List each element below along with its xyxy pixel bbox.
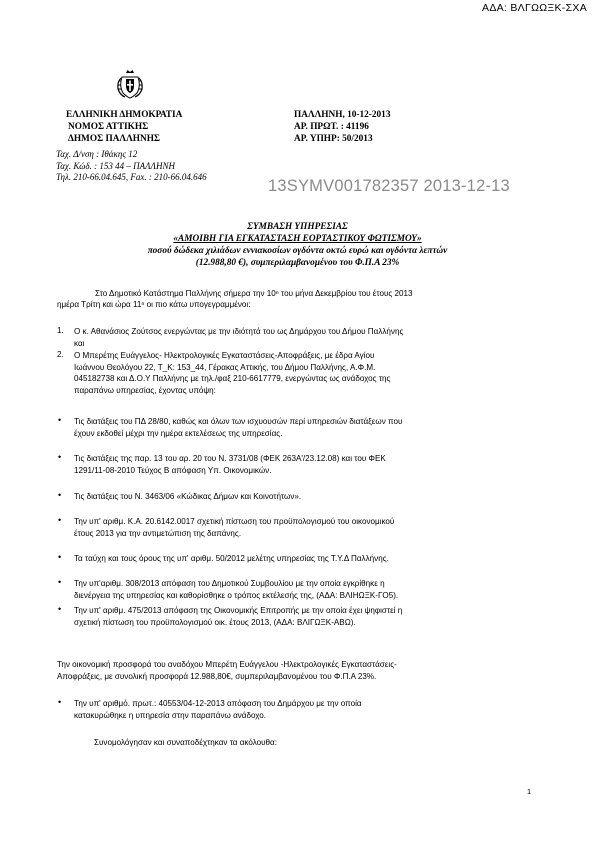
consideration-line: σχετική πίστωση του προϋπολογισμού οικ. έτους 2013, (ΑΔΑ: ΒΛΙΓΩΞΚ-ΑΒΩ).: [74, 617, 356, 627]
header-protocol-number: ΑΡ. ΠΡΩΤ. : 41196: [294, 122, 369, 132]
diavgeia-stamp: 13SYMV001782357 2013-12-13: [268, 177, 510, 195]
consideration-line: έχουν εκδοθεί μέχρι την ημέρα εκτελέσεως της υπηρεσίας.: [74, 428, 283, 438]
award-decision-line: Την υπ' αριθμό. πρωτ.: 40553/04-12-2013 απόφαση του Δημάρχου με την οποία: [74, 699, 362, 708]
offer-line: Την οικονομική προσφορά του αναδόχου Μπερέτη Ευάγγελου -Ηλεκτρολογικές Εγκαταστάσεις-: [57, 660, 397, 669]
list-number-1: 1.: [57, 326, 64, 335]
party-1-line: Ο κ. Αθανάσιος Ζούτσος ενεργώντας με την ιδιότητά του ως Δημάρχου του Δήμου Παλλήνης: [74, 327, 404, 336]
address-postal: Ταχ. Κώδ. : 153 44 – ΠΑΛΛΗΝΗ: [56, 160, 175, 171]
consideration-line: έτους 2013 για την αντιμετώπιση της δαπάνης.: [74, 528, 242, 538]
header-municipality: ΔΗΜΟΣ ΠΑΛΛΗΝΗΣ: [68, 134, 160, 144]
party-2-line: 045182738 και Δ.Ο.Υ Παλλήνης με τηλ./φαξ 210-6617779, ενεργώντας ως ανάδοχος της: [74, 374, 391, 383]
agreed-statement: Συνομολόγησαν και συναποδέχτηκαν τα ακόλουθα:: [94, 738, 277, 747]
consideration-line: Τα ταύχη και τους όρους της υπ' αριθμ. 50/2012 μελέτης υπηρεσίας της Τ.Υ.Δ Παλλήνης.: [74, 554, 389, 563]
contract-amount-figures: (12.988,80 €), συμπεριλαμβανομένου του Φ.Π.Α 23%: [195, 258, 400, 268]
consideration-line: 1291/11-08-2010 Τεύχος Β απόφαση Υπ. Οικονομικών.: [74, 465, 272, 475]
award-decision-line: κατακυρώθηκε η υπηρεσία στην παραπάνω ανάδοχο.: [74, 710, 267, 720]
bullet-icon: •: [58, 415, 62, 425]
intro-line-2: ημέρα Τρίτη και ώρα 11ⁿ οι πιο κάτω υπογεγραμμένοι:: [57, 300, 251, 309]
address-street: Ταχ. Δ/νση : Ιθάκης 12: [56, 149, 138, 159]
consideration-line: διενέργεια της υπηρεσίας και καθορίσθηκε ο τρόπος εκτέλεσής της, (ΑΔΑ: ΒΛΙΗΩΞΚ-ΓΟ5).: [74, 590, 399, 600]
intro-line-1: Στο Δημοτικό Κατάστημα Παλλήνης σήμερα την 10ⁿ του μήνα Δεκεμβρίου του έτους 2013: [95, 289, 413, 298]
bullet-icon: •: [58, 577, 62, 587]
header-service-number: ΑΡ. ΥΠΗΡ: 50/2013: [294, 134, 373, 144]
bullet-icon: •: [58, 604, 62, 614]
ada-code: ΑΔΑ: ΒΛΓΩΩΞΚ-ΣΧΑ: [482, 2, 587, 14]
list-number-2: 2.: [57, 350, 64, 359]
consideration-line: Τις διατάξεις του ΠΔ 28/80, καθώς και όλων των ισχυουσών περί υπηρεσιών διατάξεων που: [74, 417, 403, 426]
bullet-icon: •: [58, 452, 62, 462]
consideration-line: Την υπ' αριθμ. 475/2013 απόφαση της Οικονομικής Επιτροπής με την οποία έχει ψηφιστεί η: [74, 606, 403, 615]
contract-subject: «ΑΜΟΙΒΗ ΓΙΑ ΕΓΚΑΤΑΣΤΑΣΗ ΕΟΡΤΑΣΤΙΚΟΥ ΦΩΤΙΣΜΟΥ»: [173, 234, 422, 244]
party-1-line: και: [74, 338, 85, 348]
header-date: ΠΑΛΛΗΝΗ, 10-12-2013: [294, 110, 391, 120]
contract-amount-words: ποσού δώδεκα χιλιάδων εννιακοσίων ογδόντα οκτώ ευρώ και ογδόντα λεπτών: [147, 246, 448, 256]
consideration-line: Την υπ'αριθμ. 308/2013 απόφαση του Δημοτικού Συμβουλίου με την οποία εγκρίθηκε η: [74, 579, 385, 588]
bullet-icon: •: [58, 697, 62, 707]
header-prefecture: ΝΟΜΟΣ ΑΤΤΙΚΗΣ: [68, 122, 149, 132]
party-2-line: Ιωάννου Θεολόγου 22, Τ_Κ: 153_44, Γέρακας Αττικής, του Δήμου Παλλήνης, Α.Φ.Μ.: [74, 362, 376, 372]
bullet-icon: •: [58, 490, 62, 500]
offer-line: Αποφράξεις, με συνολική προσφορά 12.988,80€, συμπεριλαμβανομένου του Φ.Π.Α 23%.: [57, 671, 377, 681]
consideration-line: Τις διατάξεις του Ν. 3463/06 «Κώδικας Δήμων και Κοινοτήτων».: [74, 492, 302, 501]
coat-of-arms-icon: [113, 66, 147, 100]
party-2-line: παραπάνω υπηρεσίας, έχοντας υπόψη:: [74, 385, 216, 395]
contract-title: ΣΥΜΒΑΣΗ ΥΠΗΡΕΣΙΑΣ: [247, 222, 348, 232]
party-2-line: Ο Μπερέτης Ευάγγελος- Ηλεκτρολογικές Εγκαταστάσεις-Αποφράξεις, με έδρα Αγίου: [74, 351, 375, 360]
consideration-line: Την υπ' αριθμ. Κ.Α. 20.6142.0017 σχετική πίστωση του προϋπολογισμού του οικονομικού: [74, 517, 395, 526]
address-phone: Τηλ. 210-66.04.645, Fax. : 210-66.04.646: [56, 172, 207, 182]
consideration-line: Τις διατάξεις της παρ. 13 του αρ. 20 του Ν. 3731/08 (ΦΕΚ 263Α'/23.12.08) και του ΦΕΚ: [74, 454, 386, 463]
bullet-icon: •: [58, 552, 62, 562]
header-country: ΕΛΛΗΝΙΚΗ ΔΗΜΟΚΡΑΤΙΑ: [66, 110, 183, 120]
page-number: 1: [527, 787, 532, 796]
bullet-icon: •: [58, 515, 62, 525]
